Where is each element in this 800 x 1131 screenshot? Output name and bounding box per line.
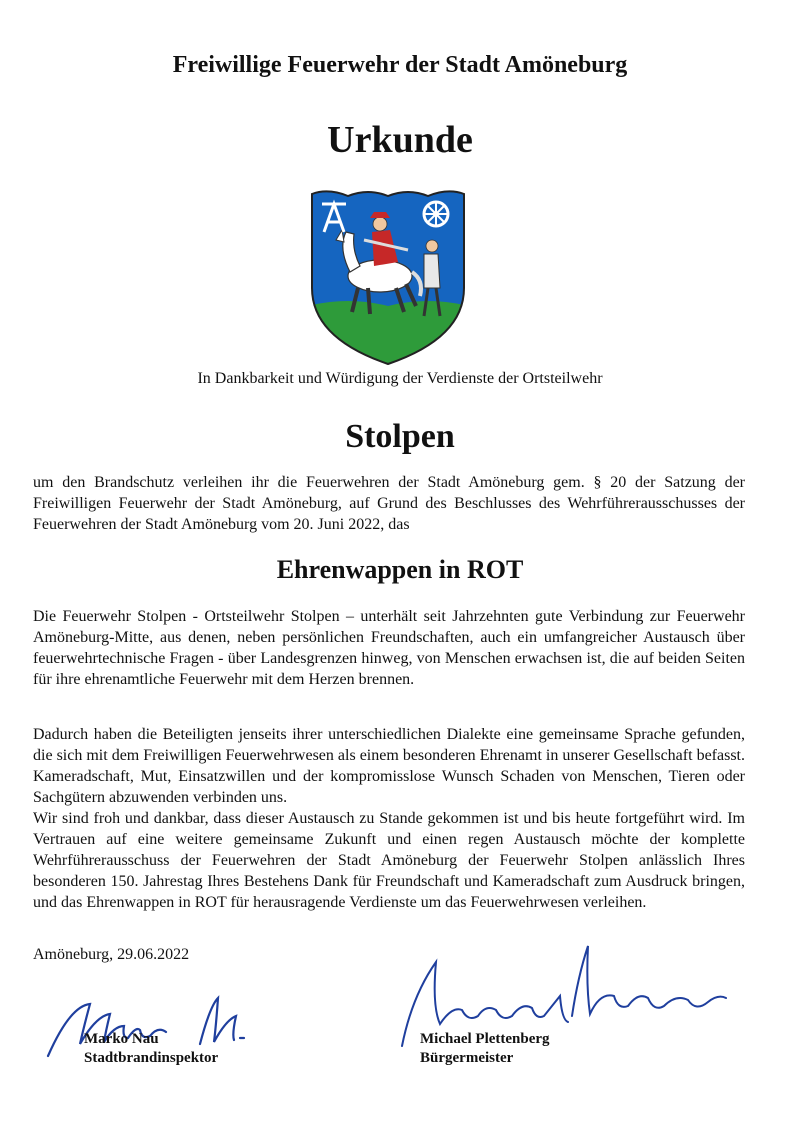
body-paragraph-2: Dadurch haben die Beteiligten jenseits ihrer unterschiedlichen Dialekte eine gemeinsame Sprache gefunden, die sich mit dem Freiwilligen Feuerwehrwesen als einem besonderen Ehrenamt in unserer Gesellschaft befasst. Kameradschaft, Mut, Einsatzwillen und der kompromisslose Wunsch Schaden von Menschen, Tieren oder Sachgütern abzuwenden verbinden uns. [33,726,745,806]
body-paragraph-3: Wir sind froh und dankbar, dass dieser Austausch zu Stande gekommen ist und bis heute fortgeführt wird. Im Vertrauen auf eine weitere gemeinsame Zukunft und einen regen Austausch möchte der komplette Wehrführerausschuss der Feuerwehren der Stadt Amöneburg der Feuerwehr Stolpen anlässlich Ihres besonderen 150. Jahrestag Ihres Bestehens Dank für Freundschaft und Kameradschaft zum Ausdruck bringen, und das Ehrenwappen in ROT für herausragende Verdienste um das Feuerwehrwesen verleihen. [33,810,745,911]
signatory-right [420,1030,550,1068]
intro-paragraph: um den Brandschutz verleihen ihr die Feuerwehren der Stadt Amöneburg gem. § 20 der Satzung der Freiwilligen Feuerwehr der Stadt Amöneburg, auf Grund des Beschlusses des Wehrführerausschusses der Feuerwehren der Stadt Amöneburg vom 20. Juni 2022, das [33,474,745,533]
award-title: Ehrenwappen in ROT [276,555,524,584]
signatory-role: Bürgermeister [420,1050,514,1066]
recipient-name: Stolpen [345,418,455,455]
body-paragraph-1: Die Feuerwehr Stolpen - Ortsteilwehr Stolpen – unterhält seit Jahrzehnten gute Verbindung zur Feuerwehr Amöneburg-Mitte, aus denen, neben persönlichen Freundschaften, auch ein umfangreicher Austausch über feuerwehrtechnische Fragen - über Landesgrenzen hinweg, von Menschen erwachsen ist, die auf beiden Seiten für ihre ehrenamtliche Feuerwehr mit dem Herzen brennen. [33,608,745,688]
dedication-line: In Dankbarkeit und Würdigung der Verdienste der Ortsteilwehr [197,370,603,387]
signatory-left [84,1030,218,1068]
place-date: Amöneburg, 29.06.2022 [33,946,190,963]
signatory-name: Michael Plettenberg [420,1031,550,1047]
signatory-role: Stadtbrandinspektor [84,1050,219,1066]
signatory-name: Marko Nau [84,1031,159,1047]
page-title: Urkunde [327,119,473,161]
coat-of-arms-icon [308,188,468,368]
organization-heading: Freiwillige Feuerwehr der Stadt Amöneburg [172,52,628,78]
